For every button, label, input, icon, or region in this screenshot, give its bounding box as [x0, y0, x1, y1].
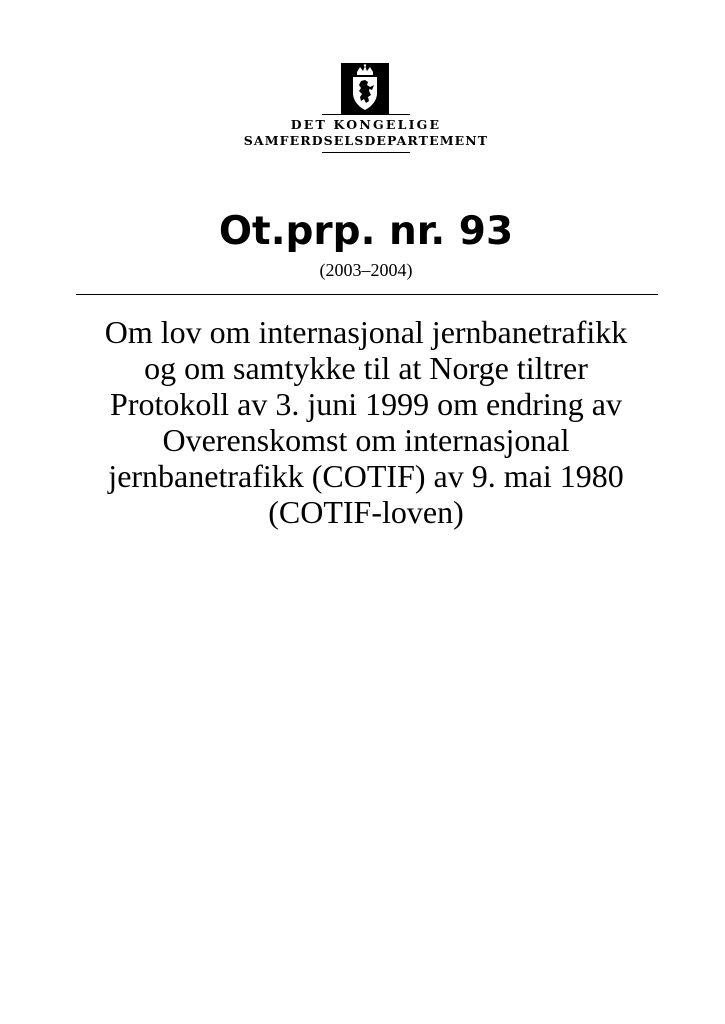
header-rule-bottom — [322, 152, 410, 153]
subject-line: og om samtykke til at Norge tiltrer — [144, 350, 588, 386]
subject-line: jernbanetrafikk (COTIF) av 9. mai 1980 — [108, 458, 624, 494]
document-title: Ot.prp. nr. 93 — [218, 209, 514, 254]
department-name-line1: DET KONGELIGE — [290, 117, 442, 132]
header-rule-top — [322, 114, 410, 115]
coat-of-arms-icon — [341, 63, 389, 115]
subject-line: (COTIF-loven) — [268, 494, 464, 530]
session-years: (2003–2004) — [319, 260, 413, 280]
title-divider — [76, 294, 658, 295]
subject-line: Om lov om internasjonal jernbanetrafikk — [104, 314, 628, 350]
subject-line: Overenskomst om internasjonal — [162, 422, 570, 458]
document-subject — [60, 314, 672, 530]
subject-line: Protokoll av 3. juni 1999 om endring av — [110, 386, 622, 422]
department-name-line2: SAMFERDSELSDEPARTEMENT — [243, 133, 489, 148]
